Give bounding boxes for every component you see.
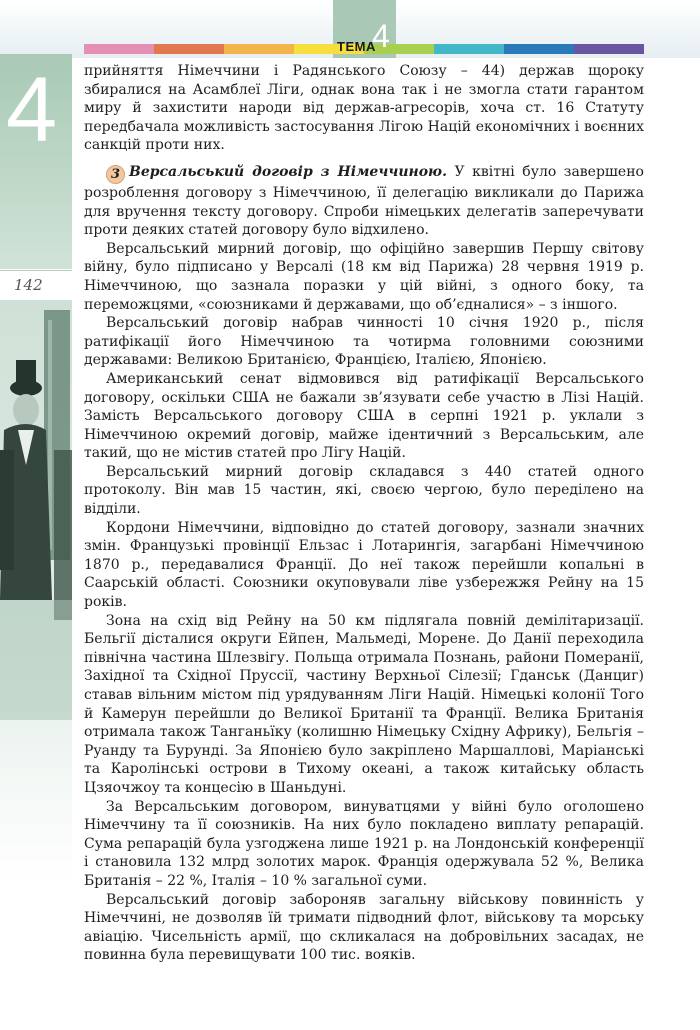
stripe-segment	[224, 44, 294, 54]
tema-label: ТЕМА	[337, 39, 376, 54]
section-intro-text: У квітні було завершено розроблення договору з Німеччиною, її делегацію викликали до Парижа для вручення тексту договору. Спроби німецьких делегатів заперечувати проти деяких статей договору було відхилено.	[84, 163, 644, 239]
section-heading: Версальський договір з Німеччиною.	[129, 163, 447, 180]
stripe-segment	[504, 44, 574, 54]
chapter-number: 4	[6, 59, 58, 161]
paragraph: прийняття Німеччини і Радянського Союзу – 44) держав щороку збиралися на Асамблеї Ліги, однак вона так і не змогла стати гарантом миру й захистити народи від держав-агресорів, хоча ст. 16 Статуту передбачала можливість застосування Лігою Націй економічних і воєнних санкцій проти них.	[84, 63, 644, 154]
section-paragraph	[84, 163, 644, 240]
tema-number: 4	[372, 18, 390, 54]
paragraph: За Версальським договором, винуватцями у війні було оголошено Німеччину та її союзників. На них було покладено виплату репарацій. Сума репарацій була узгоджена лише 1921 р. на Лондонській конференції і становила 132 млрд золотих марок. Франція одержувала 52 %, Велика Британія – 22 %, Італія – 10 % загальної суми.	[84, 798, 644, 889]
paragraph: Версальський мирний договір складався з 440 статей одного протоколу. Він мав 15 частин, які, своєю чергою, було переділено на відділи.	[84, 463, 644, 518]
stripe-segment	[154, 44, 224, 54]
paragraph: Версальський договір забороняв загальну військову повинність у Німеччині, не дозволяв їй тримати підводний флот, військову та морську авіацію. Чисельність армії, що скликалася на добровільних засадах, не повинна була перевищувати 100 тис. вояків.	[84, 891, 644, 964]
section-number-marker: 3	[106, 165, 125, 184]
paragraph: Версальський договір набрав чинності 10 січня 1920 р., після ратифікації його Німеччиною та чотирма головними союзними державами: Великою Британією, Францією, Італією, Японією.	[84, 315, 644, 369]
paragraph: Зона на схід від Рейну на 50 км підлягала повній демілітаризації. Бельгії дісталися округи Ейпен, Мальмеді, Морене. До Данії переходила північна частина Шлезвігу. Польща отримала Познань, райони Померанії, Західної та Східної Пруссії, частину Верхньої Сілезії; Гданськ (Данциг) ставав вільним містом під урядуванням Ліги Націй. Німецькі колонії Того й Камерун перейшли до Великої Британії та Франції. Велика Британія отримала також Танганьїку (колишню Німецьку Східну Африку), Бельгія – Руанду та Бурунді. За Японією було закріплено Маршаллові, Маріанські та Каролінські острови в Тихому океані, а також китайську область Цзяочжоу та концесію в Шаньдуні.	[84, 612, 644, 796]
stripe-segment	[84, 44, 154, 54]
page-number: 142	[14, 276, 43, 294]
paragraph: Американський сенат відмовився від ратифікації Версальського договору, оскільки США не бажали зв’язувати себе участю в Лізі Націй. Замість Версальського договору США в серпні 1921 р. уклали з Німеччиною окремий договір, майже ідентичний з Версальським, але такий, що не містив статей про Лігу Націй.	[84, 370, 644, 462]
paragraph: Кордони Німеччини, відповідно до статей договору, зазнали значних змін. Французькі провінції Ельзас і Лотарингія, загарбані Німеччиною 1870 р., передавалися Франції. До неї також перейшли копальні в Саарській області. Союзники окуповували ліве узбережжя Рейну на 15 років.	[84, 519, 644, 611]
stripe-segment	[434, 44, 504, 54]
historical-photo-illustration	[0, 300, 72, 880]
historical-photo	[0, 300, 72, 880]
main-text	[84, 62, 644, 965]
paragraph: Версальський мирний договір, що офіційно завершив Першу світову війну, було підписано у Версалі (18 км від Парижа) 28 червня 1919 р. Німеччиною, що зазнала поразки у цій війні, з одного боку, та переможцями, «союзниками й державами, що об’єдналися» – з іншого.	[84, 240, 644, 313]
stripe-segment	[574, 44, 644, 54]
